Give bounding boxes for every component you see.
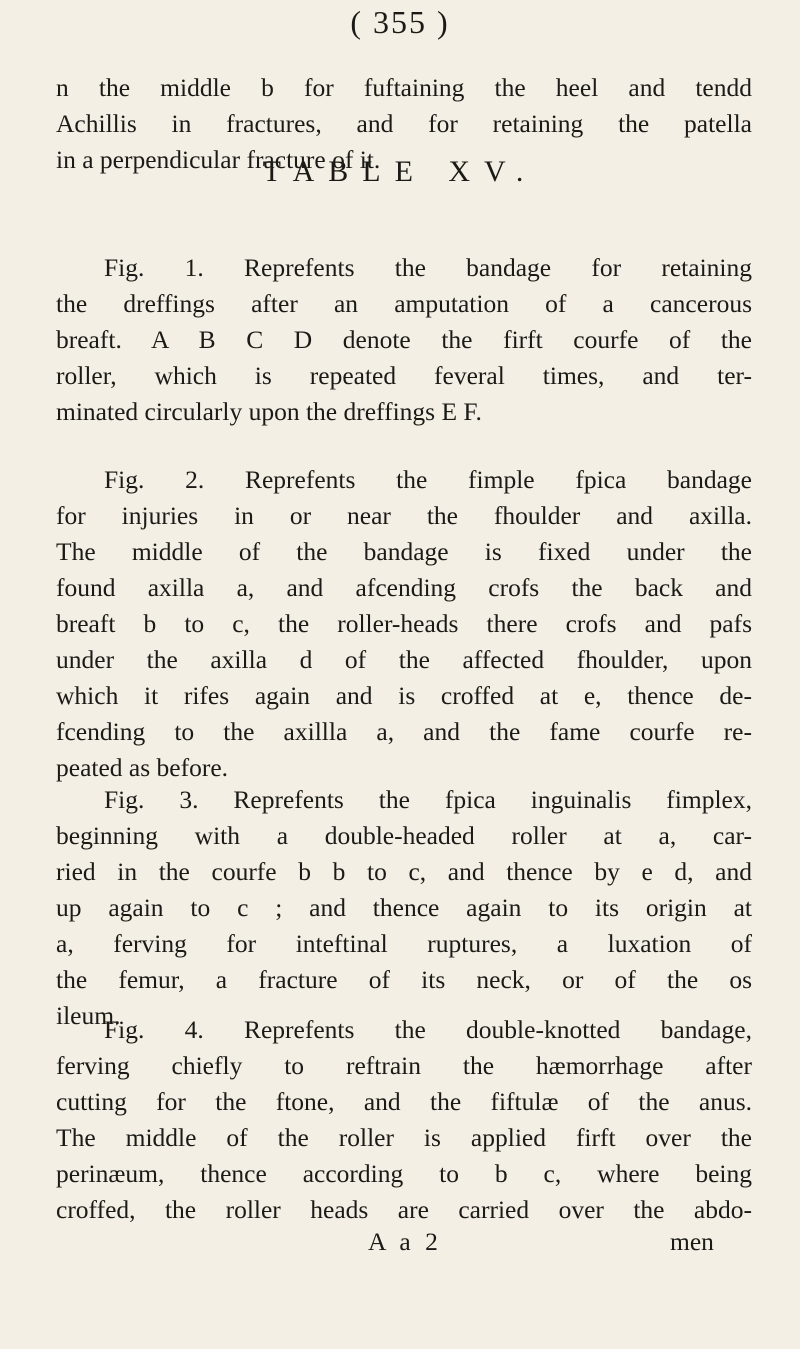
- table-heading: TABLE XV.: [262, 155, 538, 188]
- text-line: Fig. 2. Reprefents the fimple fpica bandage: [104, 465, 752, 494]
- text-line: ileum.: [56, 1001, 121, 1030]
- text-line: perinæum, thence according to b c, where being: [56, 1159, 752, 1188]
- page-number: ( 355 ): [350, 4, 450, 40]
- text-line: breaft. A B C D denote the firft courfe of the: [56, 325, 752, 354]
- fig-3-paragraph: [56, 782, 752, 1034]
- text-line: Fig. 3. Reprefents the fpica inguinalis fimplex,: [104, 785, 752, 814]
- text-line: Achillis in fractures, and for retaining the patella: [56, 109, 752, 138]
- text-line: minated circularly upon the dreffings E F.: [56, 397, 482, 426]
- text-line: fcending to the axillla a, and the fame courfe re-: [56, 717, 752, 746]
- text-line: breaft b to c, the roller-heads there crofs and pafs: [56, 609, 752, 638]
- text-line: cutting for the ftone, and the fiftulæ of the anus.: [56, 1087, 752, 1116]
- text-line: found axilla a, and afcending crofs the back and: [56, 573, 752, 602]
- text-line: the dreffings after an amputation of a cancerous: [56, 289, 752, 318]
- text-line: ried in the courfe b b to c, and thence by e d, and: [56, 857, 752, 886]
- fig-2-paragraph: [56, 462, 752, 786]
- text-line: The middle of the bandage is fixed under the: [56, 537, 752, 566]
- text-line: a, ferving for inteftinal ruptures, a luxation of: [56, 929, 752, 958]
- fig-4-paragraph: [56, 1012, 752, 1228]
- text-line: roller, which is repeated feveral times, and ter-: [56, 361, 752, 390]
- text-line: for injuries in or near the fhoulder and axilla.: [56, 501, 752, 530]
- text-line: beginning with a double-headed roller at a, car-: [56, 821, 752, 850]
- text-line: the femur, a fracture of its neck, or of the os: [56, 965, 752, 994]
- text-line: The middle of the roller is applied firft over the: [56, 1123, 752, 1152]
- text-line: ferving chiefly to reftrain the hæmorrhage after: [56, 1051, 752, 1080]
- text-line: which it rifes again and is croffed at e, thence de-: [56, 681, 752, 710]
- fig-1-paragraph: [56, 250, 752, 430]
- text-line: croffed, the roller heads are carried over the abdo-: [56, 1195, 752, 1224]
- text-line: under the axilla d of the affected fhoulder, upon: [56, 645, 752, 674]
- signature-mark: A a 2: [368, 1227, 442, 1256]
- text-line: in a perpendicular fracture of it.: [56, 145, 381, 174]
- text-line: up again to c ; and thence again to its origin at: [56, 893, 752, 922]
- text-line: n the middle b for fuftaining the heel and tendd: [56, 73, 752, 102]
- text-line: peated as before.: [56, 753, 229, 782]
- catchword: men: [670, 1227, 714, 1256]
- text-line: Fig. 4. Reprefents the double-knotted bandage,: [104, 1015, 752, 1044]
- footer-row: [0, 1224, 800, 1260]
- text-line: Fig. 1. Reprefents the bandage for retaining: [104, 253, 752, 282]
